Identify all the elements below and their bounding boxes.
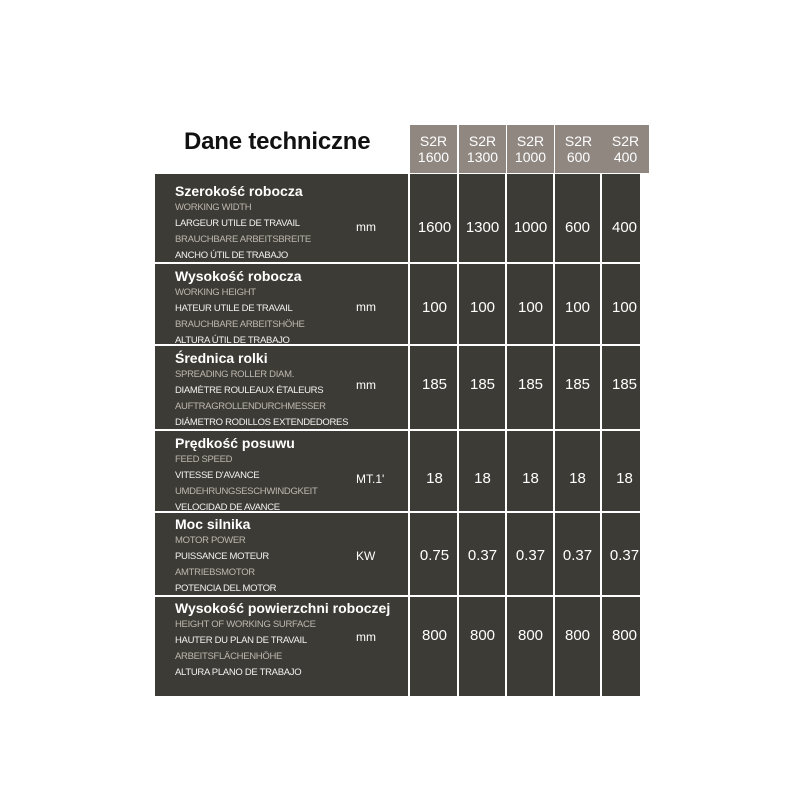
row-translation-de: AMTRIEBSMOTOR — [175, 567, 255, 578]
row-translation-de: UMDEHRUNGSESCHWINDGKEIT — [175, 486, 318, 497]
row-translation-es: POTENCIA DEL MOTOR — [175, 583, 277, 594]
row-unit: MT.1' — [356, 472, 385, 486]
model-prefix: S2R — [468, 133, 497, 149]
value-cell: 0.37 — [609, 547, 640, 564]
page-title: Dane techniczne — [184, 128, 371, 155]
row-translation-en: HEIGHT OF WORKING SURFACE — [175, 619, 316, 630]
row-translation-de: ARBEITSFLÄCHENHÖHE — [175, 651, 283, 662]
value-cell: 800 — [421, 627, 448, 644]
row-translation-en: FEED SPEED — [175, 454, 233, 465]
value-cell: 400 — [611, 219, 638, 236]
row-unit: mm — [356, 300, 376, 314]
row-translation-es: DIÁMETRO RODILLOS EXTENDEDORES — [175, 417, 349, 428]
row-translation-es: ALTURA PLANO DE TRABAJO — [175, 667, 302, 678]
specs-table — [155, 174, 640, 696]
row-label-roller-diameter — [175, 350, 348, 431]
row-translation-de: AUFTRAGROLLENDURCHMESSER — [175, 401, 326, 412]
row-translation-en: WORKING HEIGHT — [175, 287, 256, 298]
row-title: Moc silnika — [175, 516, 251, 532]
value-cell: 800 — [611, 627, 638, 644]
model-prefix: S2R — [419, 133, 448, 149]
row-translation-es: ALTURA ÚTIL DE TRABAJO — [175, 335, 290, 346]
value-cell: 1000 — [513, 219, 548, 236]
row-translation-fr: DIAMÈTRE ROULEAUX ÉTALEURS — [175, 385, 324, 396]
value-cell: 185 — [564, 376, 591, 393]
row-title: Szerokość robocza — [175, 183, 303, 199]
value-cell: 0.37 — [515, 547, 546, 564]
column-header-s2r-1600 — [410, 125, 457, 173]
column-header-s2r-600 — [555, 125, 602, 173]
value-cell: 185 — [611, 376, 638, 393]
value-cell: 800 — [517, 627, 544, 644]
column-divider — [553, 174, 555, 696]
value-cell: 18 — [426, 470, 443, 487]
value-cell: 0.37 — [562, 547, 593, 564]
model-size: 1000 — [514, 149, 547, 165]
model-prefix: S2R — [564, 133, 593, 149]
row-label-feed-speed — [175, 435, 317, 516]
value-cell: 100 — [469, 299, 496, 316]
value-cell: 100 — [421, 299, 448, 316]
value-cell: 18 — [569, 470, 586, 487]
model-size: 1300 — [466, 149, 499, 165]
value-cell: 1300 — [465, 219, 500, 236]
row-translation-fr: LARGEUR UTILE DE TRAVAIL — [175, 218, 300, 229]
row-label-working-height — [175, 268, 305, 349]
row-title: Średnica rolki — [175, 350, 268, 366]
row-unit: mm — [356, 378, 376, 392]
row-title: Prędkość posuwu — [175, 435, 295, 451]
value-cell: 1600 — [417, 219, 452, 236]
row-translation-fr: HATEUR UTILE DE TRAVAIL — [175, 303, 293, 314]
column-header-s2r-400 — [602, 125, 649, 173]
value-cell: 185 — [517, 376, 544, 393]
row-translation-de: BRAUCHBARE ARBEITSBREITE — [175, 234, 311, 245]
row-unit: mm — [356, 630, 376, 644]
column-header-s2r-1000 — [507, 125, 554, 173]
model-prefix: S2R — [611, 133, 640, 149]
value-cell: 800 — [469, 627, 496, 644]
value-cell: 0.37 — [467, 547, 498, 564]
row-translation-fr: PUISSANCE MOTEUR — [175, 551, 269, 562]
value-cell: 100 — [517, 299, 544, 316]
value-cell: 600 — [564, 219, 591, 236]
model-size: 1600 — [417, 149, 450, 165]
column-divider — [505, 174, 507, 696]
row-translation-es: VELOCIDAD DE AVANCE — [175, 502, 280, 513]
value-cell: 800 — [564, 627, 591, 644]
column-divider — [600, 174, 602, 696]
row-unit: KW — [356, 549, 376, 563]
row-title: Wysokość powierzchni roboczej — [175, 600, 391, 616]
row-translation-es: ANCHO ÚTIL DE TRABAJO — [175, 250, 288, 261]
model-prefix: S2R — [516, 133, 545, 149]
value-cell: 18 — [522, 470, 539, 487]
row-label-working-width — [175, 183, 311, 264]
value-cell: 18 — [474, 470, 491, 487]
model-size: 600 — [566, 149, 591, 165]
column-divider — [408, 174, 410, 696]
row-translation-en: WORKING WIDTH — [175, 202, 252, 213]
value-cell: 0.75 — [419, 547, 450, 564]
row-unit: mm — [356, 220, 376, 234]
row-translation-en: SPREADING ROLLER DIAM. — [175, 369, 295, 380]
value-cell: 100 — [611, 299, 638, 316]
row-translation-fr: VITESSE D'AVANCE — [175, 470, 260, 481]
row-label-motor-power — [175, 516, 276, 597]
value-cell: 185 — [421, 376, 448, 393]
value-cell: 100 — [564, 299, 591, 316]
value-cell: 185 — [469, 376, 496, 393]
row-translation-de: BRAUCHBARE ARBEITSHÖHE — [175, 319, 305, 330]
row-title: Wysokość robocza — [175, 268, 302, 284]
column-divider — [457, 174, 459, 696]
value-cell: 18 — [616, 470, 633, 487]
row-translation-fr: HAUTER DU PLAN DE TRAVAIL — [175, 635, 307, 646]
row-translation-en: MOTOR POWER — [175, 535, 246, 546]
column-header-s2r-1300 — [459, 125, 506, 173]
model-size: 400 — [613, 149, 638, 165]
